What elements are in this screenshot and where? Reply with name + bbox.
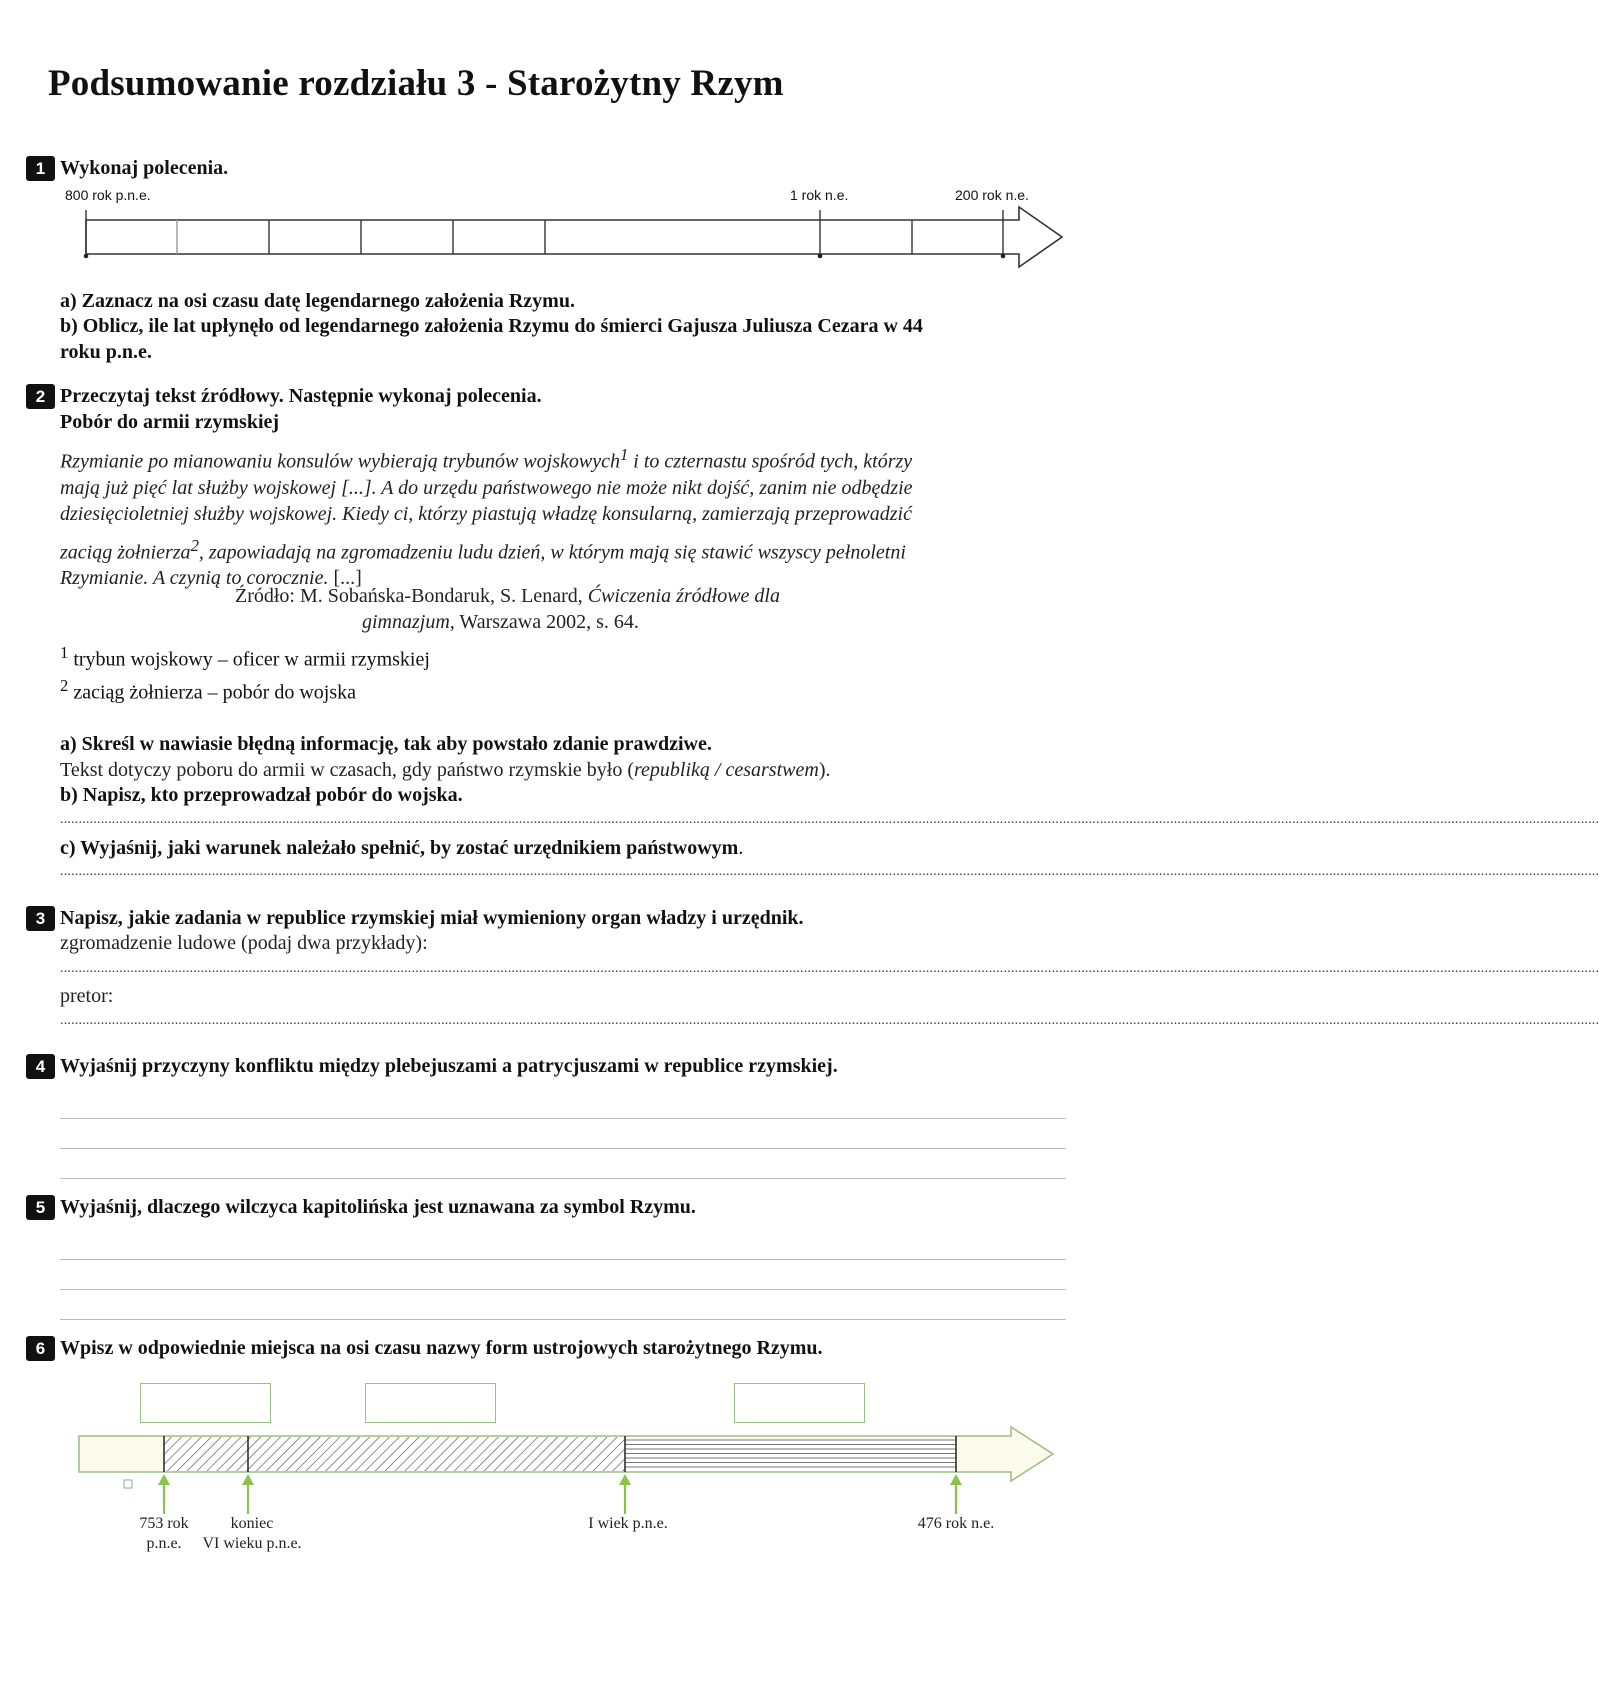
answer-rule-4-1[interactable] <box>60 1118 1066 1119</box>
period-hatched <box>164 1437 624 1471</box>
question-5-heading: Wyjaśnij, dlaczego wilczyca kapitolińska jest uznawana za symbol Rzymu. <box>60 1196 696 1218</box>
question-6-heading: Wpisz w odpowiednie miejsca na osi czasu nazwy form ustrojowych starożytnego Rzymu. <box>60 1337 823 1359</box>
question-1-task-a: a) Zaznacz na osi czasu datę legendarnego założenia Rzymu. <box>60 290 575 312</box>
answer-box-2[interactable] <box>365 1383 496 1423</box>
question-2-task-c: c) Wyjaśnij, jaki warunek należało spełnić, by zostać urzędnikiem państwowym. <box>60 837 744 859</box>
answer-rule-5-3[interactable] <box>60 1319 1066 1320</box>
source-citation-line-2: gimnazjum, Warszawa 2002, s. 64. <box>362 611 639 633</box>
question-3-item-praetor: pretor: <box>60 985 114 1007</box>
question-number-5: 5 <box>26 1195 55 1220</box>
timeline-6-label-i-wiek: I wiek p.n.e. <box>588 1515 668 1532</box>
answer-rule-4-3[interactable] <box>60 1178 1066 1179</box>
question-number-3: 3 <box>26 906 55 931</box>
question-2-task-b: b) Napisz, kto przeprowadzał pobór do wojska. <box>60 784 463 806</box>
source-text: Rzymianie po mianowaniu konsulów wybierają trybunów wojskowych$^1$ i to czternastu spośród tych, którzy mają już pięć lat służby wojskowej [...]. A do urzędu państwowego nie może nikt dojść, zanim nie odbędzie dziesięcioletniej służby wojskowej. Kiedy ci, którzy piastują władzę konsularną, zamierzają przeprowadzić zaciąg żołnierza$^2$, zapowiadają na zgromadzeniu ludu dzień, w którym mają się stawić wszyscy pełnoletni Rzymianie. A czynią to corocznie. [...] <box>60 445 913 590</box>
strike-option[interactable]: republiką / cesarstwem <box>634 759 819 781</box>
answer-line-2c[interactable]: ................................................................................................................................................................................................................................................................................................................................................................................................................................ <box>60 864 1599 879</box>
timeline-6-label-476: 476 rok n.e. <box>917 1515 995 1532</box>
source-title: Pobór do armii rzymskiej <box>60 411 280 433</box>
timeline-1-arrow <box>86 207 1062 267</box>
answer-line-2b[interactable]: ................................................................................................................................................................................................................................................................................................................................................................................................................................ <box>60 812 1599 827</box>
answer-rule-5-2[interactable] <box>60 1289 1066 1290</box>
question-4-heading: Wyjaśnij przyczyny konfliktu między plebejuszami a patrycjuszami w republice rzymskiej. <box>60 1055 838 1077</box>
answer-line-3b[interactable]: ................................................................................................................................................................................................................................................................................................................................................................................................................................ <box>60 1013 1599 1028</box>
question-3-item-assembly: zgromadzenie ludowe (podaj dwa przykłady): <box>60 932 428 954</box>
source-citation-line-1: Źródło: M. Sobańska-Bondaruk, S. Lenard, Ćwiczenia źródłowe dla <box>235 585 780 607</box>
timeline-6-label-753: 753 rok p.n.e. <box>139 1515 189 1552</box>
footnote-ref-2: 2 <box>190 535 199 555</box>
question-1-heading: Wykonaj polecenia. <box>60 157 229 179</box>
question-2-task-a-sentence: Tekst dotyczy poboru do armii w czasach, gdy państwo rzymskie było (republiką / cesarstwem). <box>60 759 831 781</box>
timeline-1-label-1ne: 1 rok n.e. <box>790 187 849 203</box>
page-title: Podsumowanie rozdziału 3 - Starożytny Rzym <box>48 63 784 104</box>
question-number-1: 1 <box>26 156 55 181</box>
answer-line-3a[interactable]: ................................................................................................................................................................................................................................................................................................................................................................................................................................ <box>60 961 1599 976</box>
question-1-task-b-cont: roku p.n.e. <box>60 341 152 363</box>
question-1-task-b: b) Oblicz, ile lat upłynęło od legendarnego założenia Rzymu do śmierci Gajusza Juliusza Cezara w 44 <box>60 315 923 337</box>
answer-box-3[interactable] <box>734 1383 865 1423</box>
footnote-ref-1: 1 <box>619 445 629 464</box>
timeline-6-label-vi-wiek: koniec VI wieku p.n.e. <box>202 1515 302 1552</box>
footnote-2: $^2$ zaciąg żołnierza – pobór do wojska <box>60 676 356 704</box>
timeline-1[interactable] <box>0 0 1200 280</box>
timeline-6-markers <box>158 1474 962 1514</box>
question-number-2: 2 <box>26 384 55 409</box>
timeline-1-label-200ne: 200 rok n.e. <box>955 187 1029 203</box>
question-number-4: 4 <box>26 1054 55 1079</box>
question-3-heading: Napisz, jakie zadania w republice rzymskiej miał wymieniony organ władzy i urzędnik. <box>60 907 804 929</box>
question-2-task-a: a) Skreśl w nawiasie błędną informację, tak aby powstało zdanie prawdziwe. <box>60 733 712 755</box>
question-number-6: 6 <box>26 1336 55 1361</box>
period-lined <box>625 1437 956 1471</box>
answer-box-1[interactable] <box>140 1383 271 1423</box>
answer-rule-5-1[interactable] <box>60 1259 1066 1260</box>
question-2-heading: Przeczytaj tekst źródłowy. Następnie wykonaj polecenia. <box>60 385 542 407</box>
answer-rule-4-2[interactable] <box>60 1148 1066 1149</box>
timeline-1-label-start: 800 rok p.n.e. <box>65 187 151 203</box>
footnote-1: $^1$ trybun wojskowy – oficer w armii rzymskiej <box>60 643 430 671</box>
